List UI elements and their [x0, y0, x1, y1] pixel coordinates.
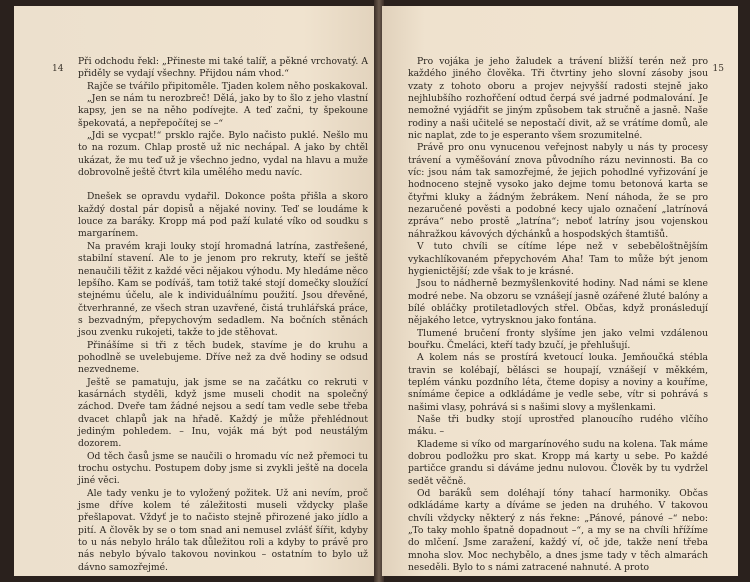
left-page [14, 6, 376, 576]
paragraph: Klademe si víko od margarínového sudu na kolena. Tak máme dobrou podložku pro skat. Kropp má karty u sebe. Po každé partičce grandu si dáváme jednu nulovou. Člověk by tu vydržel sedět věčně. [408, 438, 708, 487]
paragraph: Od baráků sem doléhají tóny tahací harmoniky. Občas odkládáme karty a díváme se jeden na druhého. V takovou chvíli vždycky některý z nás řekne: „Pánové, pánové –“ nebo: „To taky mohlo špatně dopadnout –“, a my se na chvíli hřížíme do mlčení. Jsme zaražení, každý ví, oč jde, takže není třeba mnoha slov. Moc nechybělo, a dnes jsme tady v těch almarách neseděli. Bylo to s námi zatracené nahnuté. A proto [408, 488, 708, 574]
paragraph: Dnešek se opravdu vydařil. Dokonce pošta přišla a skoro každý dostal pár dopisů a nějaké noviny. Teď se loudáme k louce za baráky. Kropp má pod paží kulaté víko od soudku s margarínem. [78, 191, 368, 240]
paragraph: Ale tady venku je to vyložený požitek. Už ani nevím, proč jsme dříve kolem té záležitosti museli vždycky plaše přešlapovat. Vždyť je to načisto stejně přirozené jako jídlo a pití. A člověk by se o tom snad ani nemusel zvlášť šířit, kdyby to u nás nebylo hrálo tak důležitou roli a kdyby to právě pro nás nebylo bývalo takovou novinkou – ostatním to bylo už dávno samozřejmé. [78, 487, 368, 573]
paragraph: Při odchodu řekl: „Přineste mi také talíř, a pěkné vrchovatý. A přiděly se vydají všechny. Přijdou nám vhod.“ [78, 56, 368, 80]
paragraph: Rajče se tvářilo připitoměle. Tjaden kolem něho poskakoval. [87, 80, 368, 92]
right-text-block [408, 56, 708, 574]
paragraph: A kolem nás se prostírá kvetoucí louka. Jemňoučká stébla travin se kolébají, bělásci se houpají, vznášejí v měkkém, teplém vánku pozdního léta, čteme dopisy a noviny a kouříme, snímáme čepice a odkládáme je vedle sebe, vítr si pohrává s našimi vlasy, pohrává si s našimi slovy a myšlenkami. [408, 352, 708, 413]
paragraph: Ještě se pamatuju, jak jsme se na začátku co rekruti v kasárnách styděli, když jsme museli chodit na společný záchod. Dveře tam žádné nejsou a sedí tam vedle sebe třeba dvacet chlapů jak na hřadě. Každý je může přehlédnout jediným pohledem. – Inu, voják má být pod neustálým dozorem. [78, 376, 368, 450]
paragraph: „Jdi se vycpat!“ prsklo rajče. Bylo načisto puklé. Nešlo mu to na rozum. Chlap prostě už nic nechápal. A jako by chtěl ukázat, že mu teď už je všechno jedno, vydal na hlavu a muže dobrovolně ještě čtvrt kila umělého medu navíc. [78, 130, 368, 179]
paragraph: Přinášíme si tři z těch budek, stavíme je do kruhu a pohodlně se uvelebujeme. Dříve než za dvě hodiny se odsud nezvedneme. [78, 339, 368, 376]
paragraph: Na pravém kraji louky stojí hromadná latrína, zastřešené, stabilní stavení. Ale to je jenom pro rekruty, kteří se ještě nenaučili těžit z každé věci nějakou výhodu. My hledáme něco lepšího. Kam se podíváš, tam totiž také stojí domečky sloužící stejnému účelu, ale k individuálnímu použití. Jsou dřevěné, čtverhranné, ze všech stran uzavřené, čistá truhlářská práce, s bezvadným, přepychovým sedadlem. Na bočních stěnách jsou zvenku rukojeti, takže to jde stěhovat. [78, 240, 368, 339]
paragraph: Tlumené bručení fronty slyšíme jen jako velmi vzdálenou bouřku. Čmeláci, kteří tady bzučí, je přehlušují. [408, 327, 708, 351]
paragraph: Naše tři budky stojí uprostřed planoucího rudého vlčího máku. – [408, 413, 708, 438]
paragraph: Jsou to nádherně bezmyšlenkovité hodiny. Nad námi se klene modré nebe. Na obzoru se vznášejí jasně ozářené žluté balóny a bílé obláčky protiletadlových střel. Občas, když pronásledují nějakého letce, vytrysknou jako fontána. [408, 278, 708, 327]
right-page [382, 6, 738, 576]
page-number-left: 14 [52, 64, 64, 74]
paragraph: Pro vojáka je jeho žaludek a trávení bližší terén než pro každého jiného člověka. Tři čtvrtiny jeho slovní zásoby jsou vzaty z tohoto oboru a projev nejvyšší radosti stejně jako nejhlubšího rozhořčení odtud čerpá své jadrné podmalování. Je nemožné vyjádřit se jiným způsobem tak stručně a jasně. Naše rodiny a naši učitelé se nepostačí divit, až se vrátíme domů, ale nic naplat, zde to je esperanto všem srozumitelné. [408, 56, 708, 142]
page-number-right: 15 [712, 64, 724, 74]
paragraph: „Jen se nám tu nerozbreč! Dělá, jako by to šlo z jeho vlastní kapsy, jen se na něho podívejte. A teď začni, ty špekoune špekovatá, a nepřepočítej se –“ [78, 93, 368, 129]
paragraph: Právě pro onu vynucenou veřejnost nabyly u nás ty procesy trávení a vyměšování znova původního rázu nevinnosti. Ba co víc: jsou nám tak samozřejmé, že jejich pohodlné vyřizování je hodnoceno stejně vysoko jako dejme tomu betonová karta se čtyřmi kluky a žádným žebrákem. Není náhoda, že se pro nezaručené pověsti a podobné kecy ujalo označení „latrínová zpráva“ nebo prostě „latrína“; neboť latríny jsou vojenskou náhražkou kávových dýchánků a hospodských štamtišů. [408, 142, 708, 240]
left-text-block [78, 56, 368, 574]
paragraph: Od těch časů jsme se naučili o hromadu víc než přemoci tu trochu ostychu. Postupem doby jsme si zvykli ještě na docela jiné věci. [78, 450, 368, 487]
paragraph: V tuto chvíli se cítíme lépe než v sebeběloštnějším vykachlíkovaném přepychovém Aha! Tam to může být jenom hygienictější; zde však to je krásné. [408, 241, 708, 277]
